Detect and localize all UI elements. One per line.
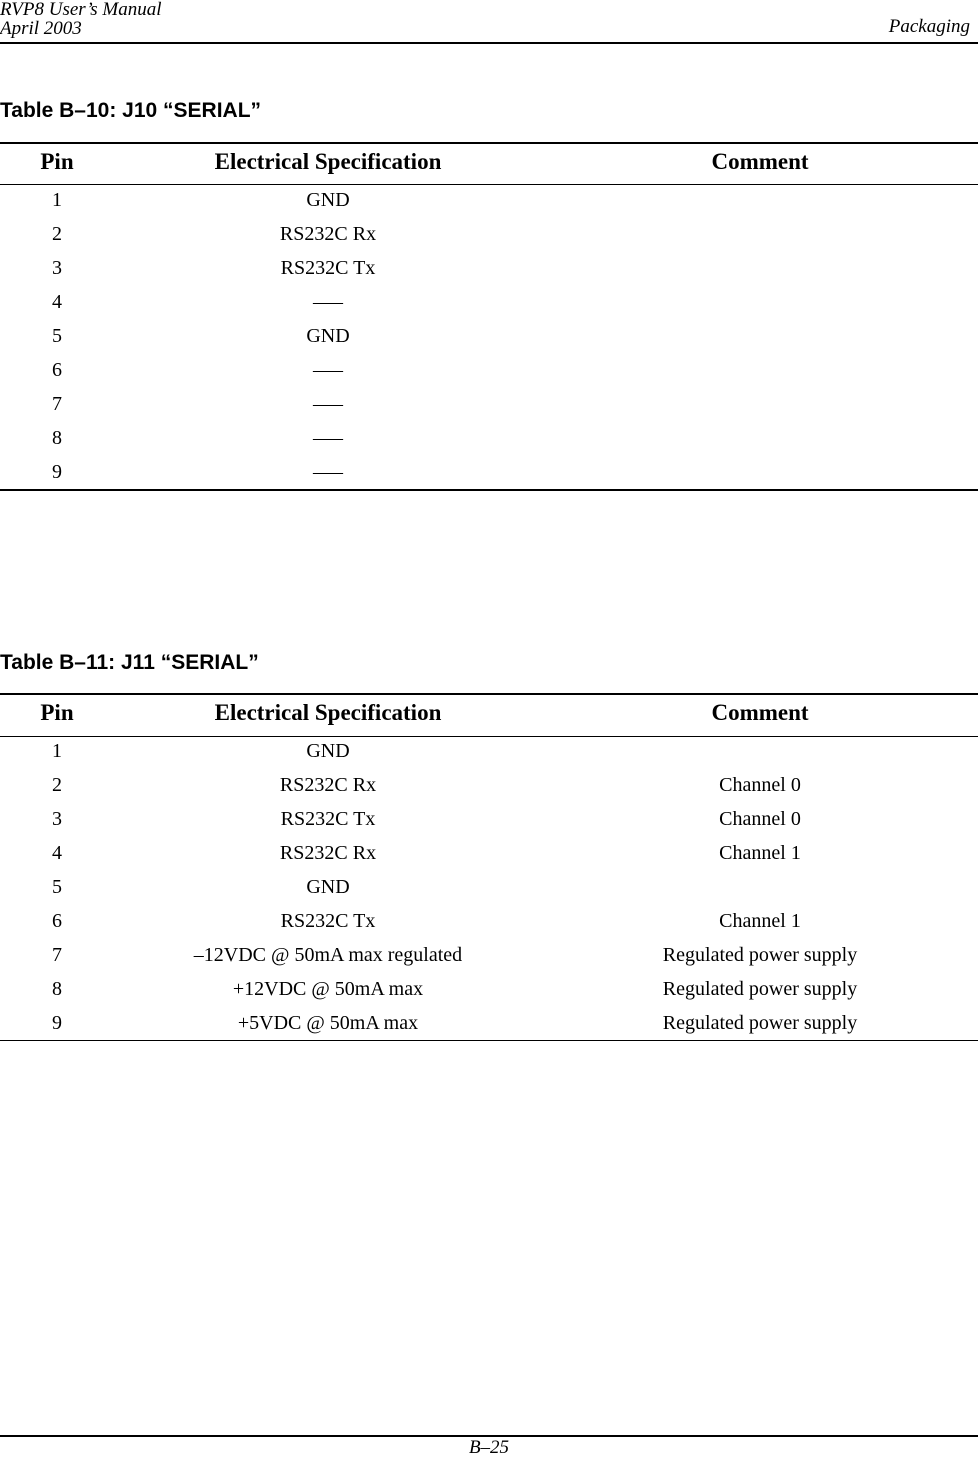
table-row [0,734,978,768]
table-row [0,455,978,489]
spec-cell: RS232C Rx [279,223,377,245]
pin-cell: 6 [52,910,62,932]
table-row [0,938,978,972]
header-rule [0,42,978,44]
pin-cell: 9 [52,1012,62,1034]
table-row [0,972,978,1006]
table-row [0,904,978,938]
table-row [0,183,978,217]
column-header-pin: Pin [40,149,74,174]
spec-cell: +5VDC @ 50mA max [237,1012,419,1034]
spec-cell: ––– [313,427,343,449]
section-name: Packaging [888,16,970,37]
spec-cell: –12VDC @ 50mA max regulated [193,944,463,966]
table-bottom-rule [0,1040,978,1041]
spec-cell: RS232C Rx [279,842,377,864]
table-row [0,387,978,421]
spec-cell: GND [306,876,350,898]
pin-cell: 4 [52,291,62,313]
spec-cell: RS232C Tx [280,257,376,279]
table-header-row [0,145,978,179]
comment-cell: Regulated power supply [662,1012,858,1034]
table-row [0,251,978,285]
pin-cell: 9 [52,461,62,483]
table-top-rule [0,142,978,144]
spec-cell: GND [306,740,350,762]
manual-date: April 2003 [0,18,82,39]
comment-cell: Channel 1 [719,910,801,932]
page-number: B–25 [468,1437,510,1458]
pin-cell: 2 [52,223,62,245]
spec-cell: GND [306,325,350,347]
spec-cell: GND [306,189,350,211]
pin-cell: 4 [52,842,62,864]
table-row [0,353,978,387]
table-row [0,768,978,802]
spec-cell: RS232C Tx [280,808,376,830]
comment-cell: Channel 0 [719,774,801,796]
column-header-spec: Electrical Specification [214,149,442,174]
table-title: Table B–10: J10 “SERIAL” [0,99,262,122]
table-top-rule [0,693,978,695]
pin-cell: 7 [52,944,62,966]
pin-cell: 7 [52,393,62,415]
table-row [0,421,978,455]
column-header-comment: Comment [711,149,809,174]
table-row [0,1006,978,1040]
table-row [0,285,978,319]
table-title: Table B–11: J11 “SERIAL” [0,651,259,674]
table-row [0,217,978,251]
spec-cell: ––– [313,393,343,415]
column-header-pin: Pin [40,700,74,725]
pin-cell: 5 [52,325,62,347]
pin-cell: 1 [52,740,62,762]
pin-cell: 6 [52,359,62,381]
pin-cell: 5 [52,876,62,898]
comment-cell: Regulated power supply [662,978,858,1000]
table-row [0,802,978,836]
comment-cell: Regulated power supply [662,944,858,966]
pin-cell: 8 [52,978,62,1000]
table-bottom-rule [0,489,978,491]
table-row [0,319,978,353]
spec-cell: +12VDC @ 50mA max [232,978,424,1000]
table-header-row [0,696,978,730]
column-header-comment: Comment [711,700,809,725]
pin-cell: 1 [52,189,62,211]
pin-cell: 3 [52,808,62,830]
manual-title: RVP8 User’s Manual [0,0,162,20]
spec-cell: ––– [313,291,343,313]
pin-cell: 2 [52,774,62,796]
table-row [0,870,978,904]
comment-cell: Channel 0 [719,808,801,830]
spec-cell: ––– [313,359,343,381]
spec-cell: RS232C Tx [280,910,376,932]
table-row [0,836,978,870]
spec-cell: ––– [313,461,343,483]
column-header-spec: Electrical Specification [214,700,442,725]
comment-cell: Channel 1 [719,842,801,864]
pin-cell: 3 [52,257,62,279]
pin-cell: 8 [52,427,62,449]
running-header-left [0,0,162,38]
spec-cell: RS232C Rx [279,774,377,796]
